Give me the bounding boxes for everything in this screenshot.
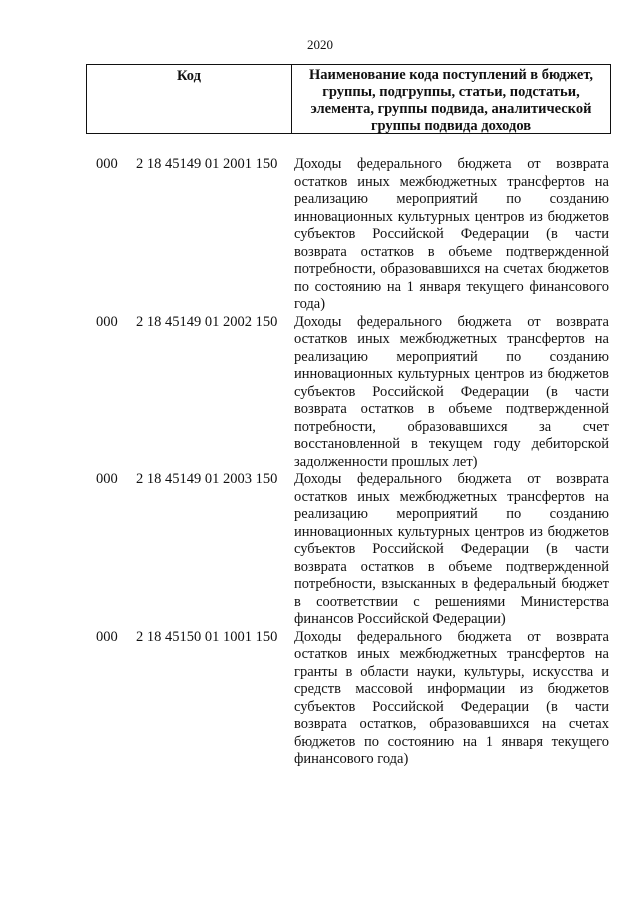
row-admin-code: 000: [96, 156, 118, 172]
row-description: Доходы федерального бюджета от возврата остатков иных межбюджетных трансфертов на реализацию мероприятий по созданию инновационных культурных центров из бюджетов субъектов Российской Федерации (в части возврата остатков в объеме подтвержденной потребности, образовавшихся за счет восстановленной в текущем году дебиторской задолженности прошлых лет): [294, 313, 609, 470]
row-income-code: 2 18 45149 01 2003 150: [136, 471, 278, 487]
row-income-code: 2 18 45150 01 1001 150: [136, 628, 278, 645]
table-row: [96, 156, 611, 314]
table-row: [96, 471, 611, 629]
page-number: 2020: [307, 37, 333, 52]
header-code-column: Код: [87, 65, 292, 133]
row-admin-code: 000: [96, 628, 118, 645]
row-admin-code: 000: [96, 471, 118, 487]
table-row: [96, 314, 611, 472]
row-income-code: 2 18 45149 01 2001 150: [136, 156, 278, 172]
row-income-code: 2 18 45149 01 2002 150: [136, 313, 278, 330]
row-description: Доходы федерального бюджета от возврата остатков иных межбюджетных трансфертов на реализацию мероприятий по созданию инновационных культурных центров из бюджетов субъектов Российской Федерации (в части возврата остатков в объеме подтвержденной потребности, взысканных в федеральный бюджет в соответствии с решениями Министерства финансов Российской Федерации): [294, 471, 609, 627]
table-header: [86, 64, 611, 134]
table-row: [96, 629, 611, 769]
row-description: Доходы федерального бюджета от возврата остатков иных межбюджетных трансфертов на реализацию мероприятий по созданию инновационных культурных центров из бюджетов субъектов Российской Федерации (в части возврата остатков в объеме подтвержденной потребности, образовавшихся на счетах бюджетов по состоянию на 1 января текущего финансового года): [294, 156, 609, 312]
table-body: [96, 156, 611, 769]
row-description: Доходы федерального бюджета от возврата остатков иных межбюджетных трансфертов на гранты в области науки, культуры, искусства и средств массовой информации из бюджетов субъектов Российской Федерации (в части возврата остатков, образовавшихся на счетах бюджетов по состоянию на 1 января текущего финансового года): [294, 628, 609, 767]
header-name-column: Наименование кода поступлений в бюджет, группы, подгруппы, статьи, подстатьи, элемента, группы подвида, аналитической группы подвида доходов: [308, 67, 594, 134]
row-admin-code: 000: [96, 313, 118, 330]
